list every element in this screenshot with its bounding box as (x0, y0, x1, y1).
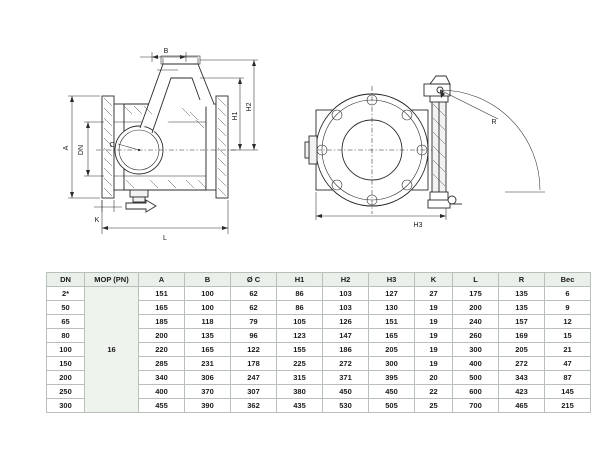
th-r: R (499, 273, 545, 287)
cell-a: 400 (139, 385, 185, 399)
th-bec: Bec (545, 273, 591, 287)
cell-h2: 530 (323, 399, 369, 413)
cell-h1: 105 (277, 315, 323, 329)
cell-b: 370 (185, 385, 231, 399)
cell-bec: 21 (545, 343, 591, 357)
cell-h2: 371 (323, 371, 369, 385)
dimension-DN (84, 122, 104, 176)
cell-k: 19 (415, 329, 453, 343)
cell-bec: 215 (545, 399, 591, 413)
cell-b: 100 (185, 287, 231, 301)
cell-c: 62 (231, 301, 277, 315)
cell-dn: 300 (47, 399, 85, 413)
label-DN: DN (78, 144, 85, 156)
label-H2: H2 (246, 102, 253, 112)
cell-h2: 147 (323, 329, 369, 343)
cell-a: 151 (139, 287, 185, 301)
cell-h2: 103 (323, 301, 369, 315)
cell-b: 118 (185, 315, 231, 329)
cell-r: 465 (499, 399, 545, 413)
cell-a: 220 (139, 343, 185, 357)
th-mop: MOP (PN) (85, 273, 139, 287)
cell-k: 25 (415, 399, 453, 413)
cell-h3: 130 (369, 301, 415, 315)
cell-r: 157 (499, 315, 545, 329)
label-H1: H1 (232, 111, 239, 121)
cell-dn: 250 (47, 385, 85, 399)
cell-a: 185 (139, 315, 185, 329)
th-h3: H3 (369, 273, 415, 287)
cell-a: 200 (139, 329, 185, 343)
cell-k: 27 (415, 287, 453, 301)
cell-bec: 145 (545, 385, 591, 399)
cell-c: 247 (231, 371, 277, 385)
cell-bec: 6 (545, 287, 591, 301)
cell-k: 19 (415, 301, 453, 315)
label-H3: H3 (413, 222, 423, 229)
cell-h3: 165 (369, 329, 415, 343)
cell-l: 260 (453, 329, 499, 343)
cell-c: 362 (231, 399, 277, 413)
cell-h3: 300 (369, 357, 415, 371)
cell-r: 135 (499, 301, 545, 315)
cell-r: 169 (499, 329, 545, 343)
cell-b: 306 (185, 371, 231, 385)
cell-bec: 15 (545, 329, 591, 343)
cell-c: 178 (231, 357, 277, 371)
cell-h1: 225 (277, 357, 323, 371)
cell-k: 20 (415, 371, 453, 385)
cell-dn: 100 (47, 343, 85, 357)
cell-k: 19 (415, 357, 453, 371)
cell-h2: 103 (323, 287, 369, 301)
cell-c: 122 (231, 343, 277, 357)
cell-c: 62 (231, 287, 277, 301)
cell-dn: 200 (47, 371, 85, 385)
cell-h3: 127 (369, 287, 415, 301)
cell-l: 175 (453, 287, 499, 301)
cell-r: 135 (499, 287, 545, 301)
cell-h3: 505 (369, 399, 415, 413)
cell-h1: 155 (277, 343, 323, 357)
cell-c: 79 (231, 315, 277, 329)
cell-k: 19 (415, 343, 453, 357)
dimension-B (140, 52, 198, 62)
cell-c: 96 (231, 329, 277, 343)
th-b: B (185, 273, 231, 287)
cell-b: 100 (185, 301, 231, 315)
cell-l: 200 (453, 301, 499, 315)
cell-mop: 16 (85, 287, 139, 413)
cell-h1: 380 (277, 385, 323, 399)
cell-h2: 186 (323, 343, 369, 357)
cell-c: 307 (231, 385, 277, 399)
cell-a: 340 (139, 371, 185, 385)
front-view (305, 76, 545, 229)
th-l: L (453, 273, 499, 287)
cell-dn: 150 (47, 357, 85, 371)
cell-bec: 9 (545, 301, 591, 315)
cell-k: 19 (415, 315, 453, 329)
cell-h3: 450 (369, 385, 415, 399)
cell-b: 165 (185, 343, 231, 357)
cell-h3: 151 (369, 315, 415, 329)
th-dn: DN (47, 273, 85, 287)
cell-bec: 87 (545, 371, 591, 385)
label-K: K (94, 217, 100, 224)
cell-bec: 47 (545, 357, 591, 371)
cell-l: 500 (453, 371, 499, 385)
dimension-R (440, 90, 545, 192)
cell-bec: 12 (545, 315, 591, 329)
cell-l: 240 (453, 315, 499, 329)
label-C: C (109, 142, 115, 149)
cell-dn: 65 (47, 315, 85, 329)
cell-dn: 2* (47, 287, 85, 301)
dimensions-table (46, 272, 575, 413)
th-c: Ø C (231, 273, 277, 287)
cell-r: 205 (499, 343, 545, 357)
label-L: L (163, 235, 167, 242)
cell-r: 423 (499, 385, 545, 399)
cell-h3: 395 (369, 371, 415, 385)
cell-b: 231 (185, 357, 231, 371)
cell-h1: 86 (277, 287, 323, 301)
cell-l: 300 (453, 343, 499, 357)
cell-a: 165 (139, 301, 185, 315)
label-A: A (63, 145, 70, 151)
cell-h2: 126 (323, 315, 369, 329)
cell-a: 455 (139, 399, 185, 413)
cell-dn: 50 (47, 301, 85, 315)
cell-r: 272 (499, 357, 545, 371)
cell-l: 700 (453, 399, 499, 413)
table-row (47, 287, 591, 301)
cell-a: 285 (139, 357, 185, 371)
cell-h1: 315 (277, 371, 323, 385)
cell-h2: 272 (323, 357, 369, 371)
dimension-L (102, 200, 228, 234)
cell-b: 390 (185, 399, 231, 413)
th-k: K (415, 273, 453, 287)
label-R: R (491, 119, 497, 126)
dimension-K (94, 200, 122, 212)
cell-h1: 86 (277, 301, 323, 315)
th-h2: H2 (323, 273, 369, 287)
cell-h3: 205 (369, 343, 415, 357)
cell-h1: 123 (277, 329, 323, 343)
cell-r: 343 (499, 371, 545, 385)
cell-k: 22 (415, 385, 453, 399)
th-a: A (139, 273, 185, 287)
cell-h2: 450 (323, 385, 369, 399)
cell-dn: 80 (47, 329, 85, 343)
cell-l: 400 (453, 357, 499, 371)
section-view (63, 48, 258, 242)
label-B: B (163, 48, 169, 55)
cell-b: 135 (185, 329, 231, 343)
table-header-row (47, 273, 591, 287)
cell-h1: 435 (277, 399, 323, 413)
cell-l: 600 (453, 385, 499, 399)
th-h1: H1 (277, 273, 323, 287)
